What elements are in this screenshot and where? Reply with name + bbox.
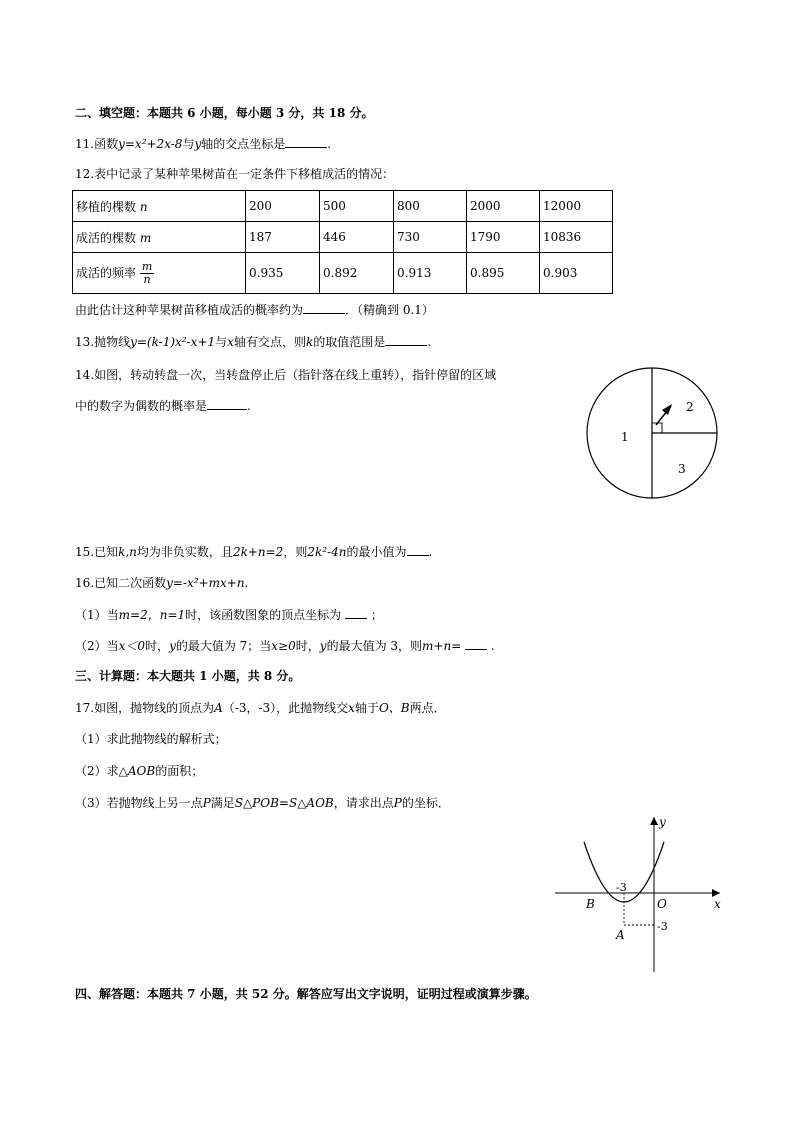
table-cell: 800 <box>394 191 467 222</box>
table-cell: 12000 <box>540 191 613 222</box>
q11-function: y=x²+2x-8 <box>118 137 183 151</box>
q11-end: . <box>327 137 332 151</box>
table-cell: 200 <box>246 191 320 222</box>
question-16: 16.已知二次函数y=-x²+mx+n. <box>75 576 249 590</box>
fraction-m-over-n: $\frac{m}{n}$ <box>141 259 153 286</box>
answer-blank[interactable] <box>207 409 247 410</box>
section-2-header: 二、填空题：本题共 6 小题，每小题 3 分，共 18 分。 <box>75 106 374 120</box>
point-b-label: B <box>586 897 595 911</box>
spinner-figure <box>580 365 730 505</box>
question-14-line1: 14.如图，转动转盘一次，当转盘停止后（指针落在线上重转），指针停留的区域 <box>75 368 497 382</box>
question-12-followup: 由此估计这种苹果树苗移植成活的概率约为 ．（精确到 0.1） <box>75 303 434 317</box>
table-cell: 730 <box>394 222 467 253</box>
spinner-label-3: 3 <box>678 462 686 476</box>
table-row <box>73 253 613 294</box>
q11-mid: 与 <box>182 137 195 151</box>
answer-blank[interactable] <box>385 345 427 346</box>
table-row <box>73 191 613 222</box>
table-cell: 446 <box>320 222 394 253</box>
answer-blank[interactable] <box>285 147 327 148</box>
table-cell: 0.913 <box>394 253 467 294</box>
q11-suffix: 轴的交点坐标是 <box>201 137 286 151</box>
answer-blank[interactable] <box>465 649 487 650</box>
x-tick-label: -3 <box>616 881 627 894</box>
answer-blank[interactable] <box>345 618 367 619</box>
table-cell: 0.903 <box>540 253 613 294</box>
table-cell: 0.895 <box>467 253 540 294</box>
question-17-part-3: （3）若抛物线上另一点P满足S△POB=S△AOB，请求出点P的坐标． <box>75 796 450 810</box>
y-axis-label: y <box>659 815 666 829</box>
table-cell: 1790 <box>467 222 540 253</box>
table-cell: 2000 <box>467 191 540 222</box>
row-label: 移植的棵数 n <box>73 191 246 222</box>
pointer-arrowhead-icon <box>662 404 672 415</box>
question-17-part-1: （1）求此抛物线的解析式； <box>75 732 227 746</box>
y-tick-label: -3 <box>657 920 668 933</box>
parabola-graph <box>550 812 730 977</box>
answer-blank[interactable] <box>407 555 429 556</box>
question-16-part-2: （2）当x＜0时，y的最大值为 7；当x≥0时，y的最大值为 3，则m+n= . <box>75 639 495 653</box>
x-axis-label: x <box>714 897 721 911</box>
origin-label: O <box>657 897 667 911</box>
table-cell: 10836 <box>540 222 613 253</box>
x-axis-arrow-icon <box>712 889 720 897</box>
question-11 <box>75 136 331 152</box>
table-row <box>73 222 613 253</box>
question-15: 15.已知k,n均为非负实数，且2k+n=2，则2k²-4n的最小值为 . <box>75 545 433 559</box>
row-label: 成活的棵数 m <box>73 222 246 253</box>
spinner-label-2: 2 <box>686 400 694 414</box>
q11-prefix: 11.函数 <box>75 137 119 151</box>
row-label: 成活的频率 $\frac{m}{n}$ <box>73 253 246 294</box>
section-3-header: 三、计算题：本大题共 1 小题，共 8 分。 <box>75 669 301 683</box>
question-17-part-2: （2）求△AOB的面积； <box>75 764 204 778</box>
y-axis-arrow-icon <box>650 817 658 825</box>
question-12: 12.表中记录了某种苹果树苗在一定条件下移植成活的情况： <box>75 167 395 181</box>
q11-axis: y <box>194 137 202 151</box>
transplant-table <box>72 190 613 294</box>
section-4-header: 四、解答题：本题共 7 小题，共 52 分。解答应写出文字说明，证明过程或演算步骤。 <box>75 987 537 1001</box>
question-14-line2: 中的数字为偶数的概率是 . <box>75 399 251 413</box>
spinner-label-1: 1 <box>621 430 629 444</box>
table-cell: 187 <box>246 222 320 253</box>
question-13: 13.抛物线y=(k-1)x²-x+1与x轴有交点，则k的取值范围是 . <box>75 335 432 349</box>
question-17: 17.如图，抛物线的顶点为A（-3，-3），此抛物线交x轴于O、B两点． <box>75 701 446 715</box>
question-16-part-1: （1）当m=2，n=1时，该函数图象的顶点坐标为 ； <box>75 608 383 622</box>
table-cell: 500 <box>320 191 394 222</box>
table-cell: 0.935 <box>246 253 320 294</box>
answer-blank[interactable] <box>303 313 345 314</box>
vertex-a-label: A <box>616 928 625 942</box>
table-cell: 0.892 <box>320 253 394 294</box>
